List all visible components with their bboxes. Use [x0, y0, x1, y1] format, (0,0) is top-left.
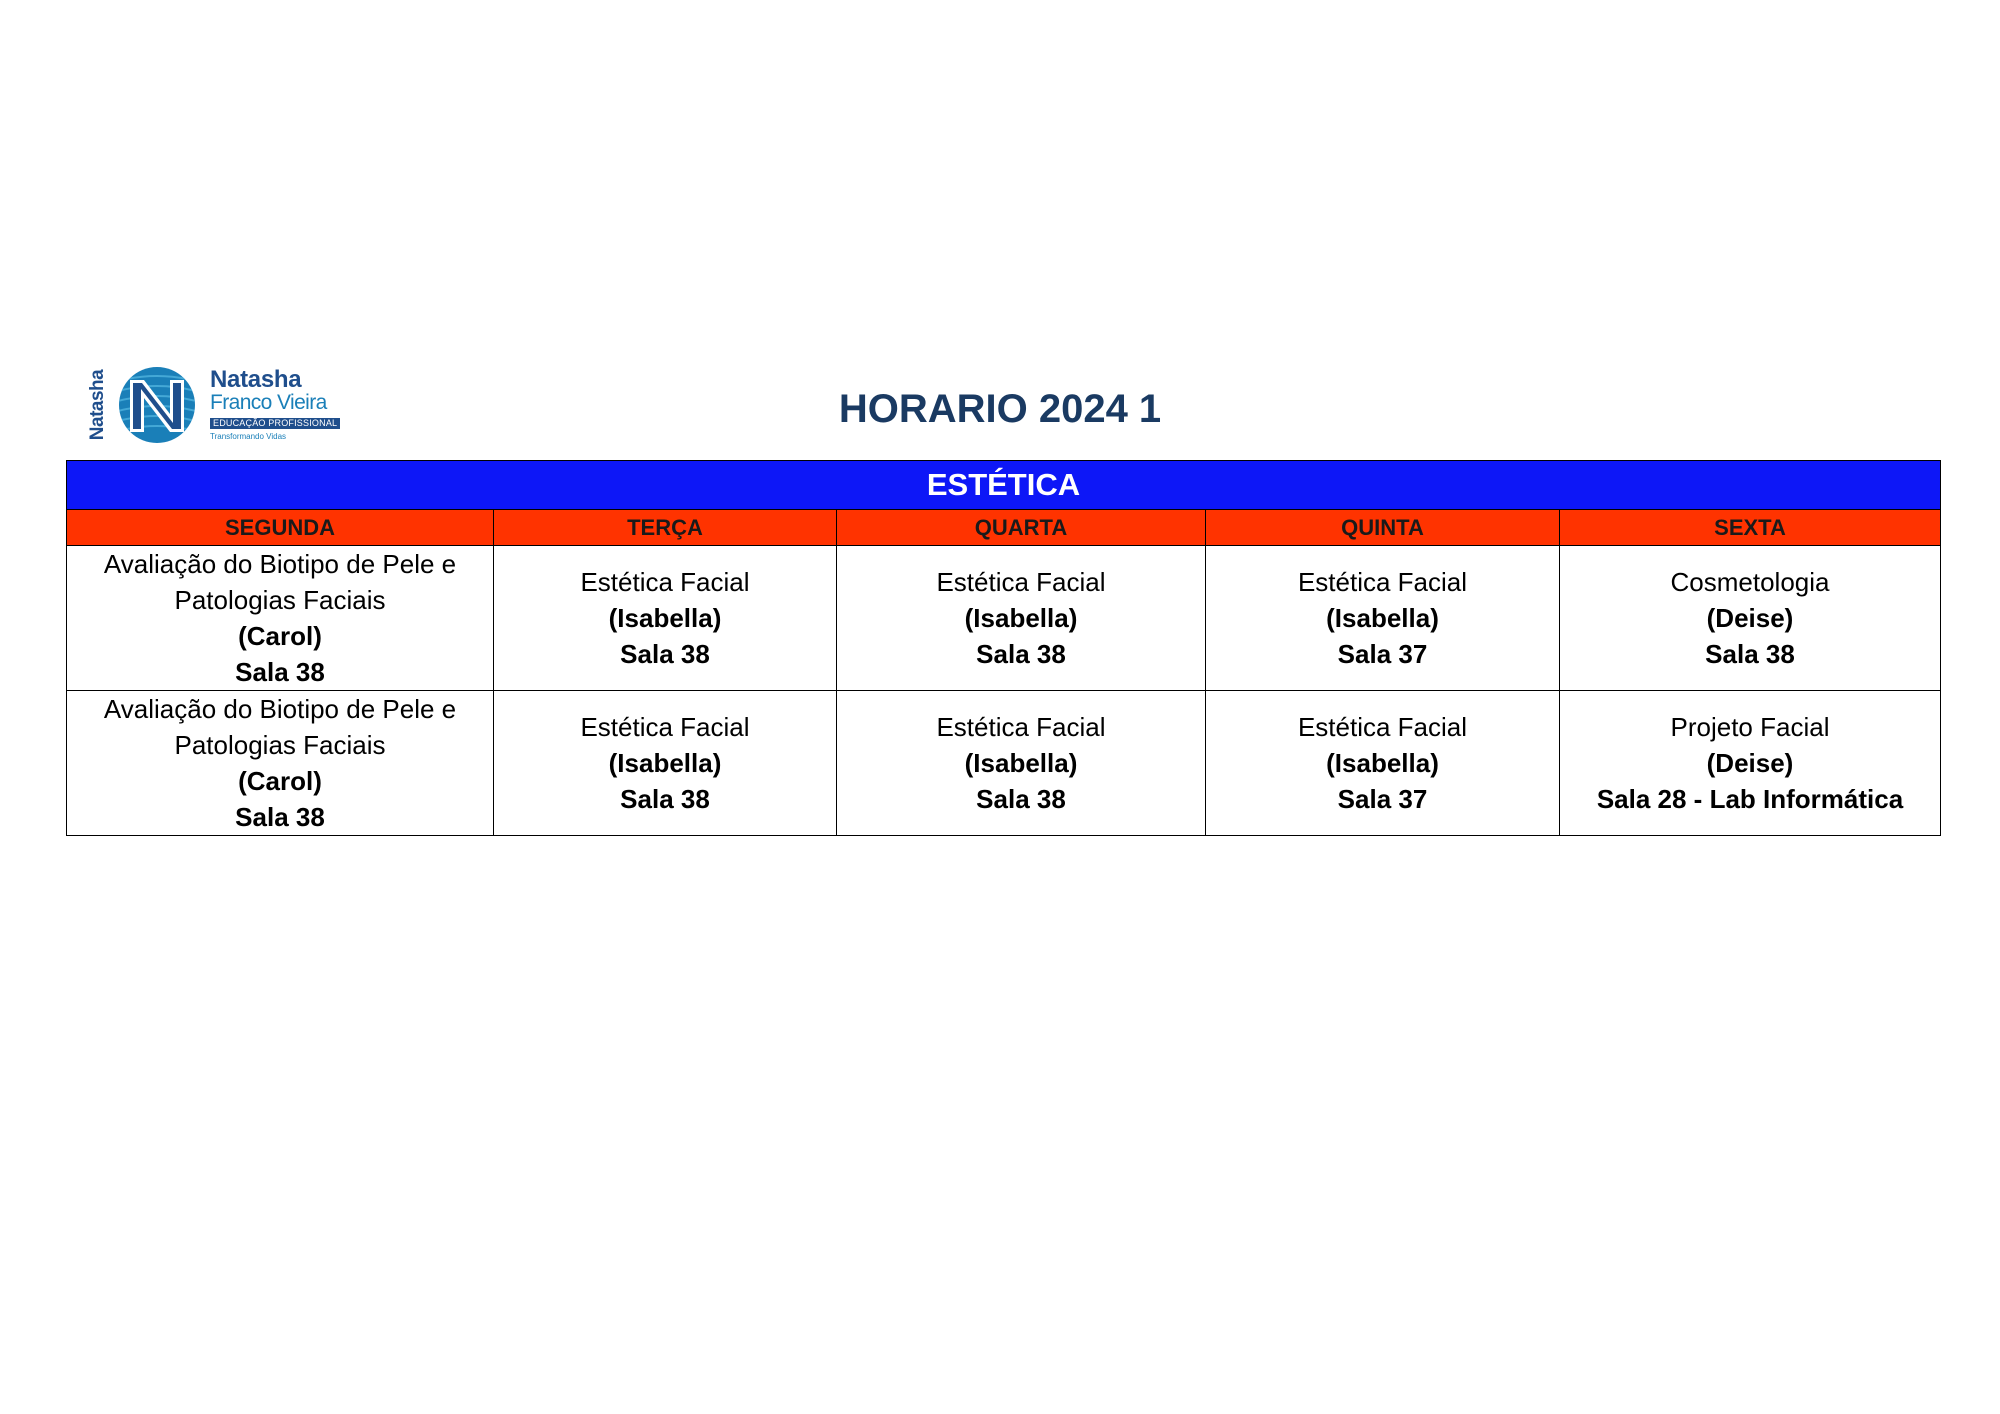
room-name: Sala 38 — [620, 639, 710, 669]
subject-name: Estética Facial — [1297, 712, 1468, 742]
logo-tagline: Transformando Vidas — [210, 432, 287, 441]
class-cell — [837, 546, 1206, 691]
logo-n-emblem — [112, 366, 202, 444]
teacher-name: (Isabella) — [608, 603, 722, 633]
room-name: Sala 38 — [235, 802, 325, 832]
day-header-terca: TERÇA — [494, 510, 837, 546]
day-header-quinta: QUINTA — [1206, 510, 1560, 546]
subject-name: Estética Facial — [580, 567, 750, 597]
room-name: Sala 37 — [1337, 639, 1428, 669]
subject-name: Estética Facial — [580, 712, 750, 742]
course-header-row — [67, 461, 1941, 510]
subject-name: Estética Facial — [936, 712, 1106, 742]
subject-name: Avaliação do Biotipo de Pele e Patologias Faciais — [103, 549, 457, 615]
class-cell — [67, 691, 494, 836]
room-name: Sala 38 — [235, 657, 325, 687]
day-header-quarta: QUARTA — [837, 510, 1206, 546]
school-logo — [86, 364, 346, 446]
class-cell — [1560, 691, 1941, 836]
teacher-name: (Isabella) — [1326, 603, 1439, 633]
page-title: HORARIO 2024 1 — [838, 387, 1162, 431]
day-header-segunda: SEGUNDA — [67, 510, 494, 546]
room-name: Sala 38 — [976, 784, 1066, 814]
subject-name: Cosmetologia — [1670, 567, 1830, 597]
course-name: ESTÉTICA — [67, 461, 1941, 510]
room-name: Sala 38 — [620, 784, 710, 814]
class-cell — [1560, 546, 1941, 691]
class-cell — [494, 691, 837, 836]
subject-name: Estética Facial — [936, 567, 1106, 597]
teacher-name: (Deise) — [1706, 603, 1794, 633]
teacher-name: (Isabella) — [964, 748, 1078, 778]
room-name: Sala 38 — [976, 639, 1066, 669]
day-header-sexta: SEXTA — [1560, 510, 1941, 546]
table-row — [67, 546, 1941, 691]
teacher-name: (Isabella) — [608, 748, 722, 778]
logo-band: EDUCAÇÃO PROFISSIONAL — [210, 418, 340, 429]
teacher-name: (Deise) — [1706, 748, 1794, 778]
teacher-name: (Isabella) — [964, 603, 1078, 633]
logo-subname: Franco Vieira — [210, 391, 327, 414]
table-row — [67, 691, 1941, 836]
room-name: Sala 28 - Lab Informática — [1596, 784, 1904, 814]
subject-name: Projeto Facial — [1670, 712, 1830, 742]
class-cell — [494, 546, 837, 691]
logo-wordmark — [210, 368, 346, 443]
teacher-name: (Carol) — [238, 621, 322, 651]
logo-name: Natasha — [210, 366, 302, 393]
teacher-name: (Carol) — [238, 766, 322, 796]
class-cell — [1206, 691, 1560, 836]
subject-name: Avaliação do Biotipo de Pele e Patologias Faciais — [103, 694, 457, 760]
schedule-table — [66, 460, 1941, 836]
class-cell — [837, 691, 1206, 836]
class-cell — [1206, 546, 1560, 691]
room-name: Sala 37 — [1337, 784, 1428, 814]
teacher-name: (Isabella) — [1326, 748, 1439, 778]
room-name: Sala 38 — [1705, 639, 1795, 669]
class-cell — [67, 546, 494, 691]
day-header-row — [67, 510, 1941, 546]
subject-name: Estética Facial — [1297, 567, 1468, 597]
logo-vertical-wordmark: Natasha — [87, 369, 108, 441]
